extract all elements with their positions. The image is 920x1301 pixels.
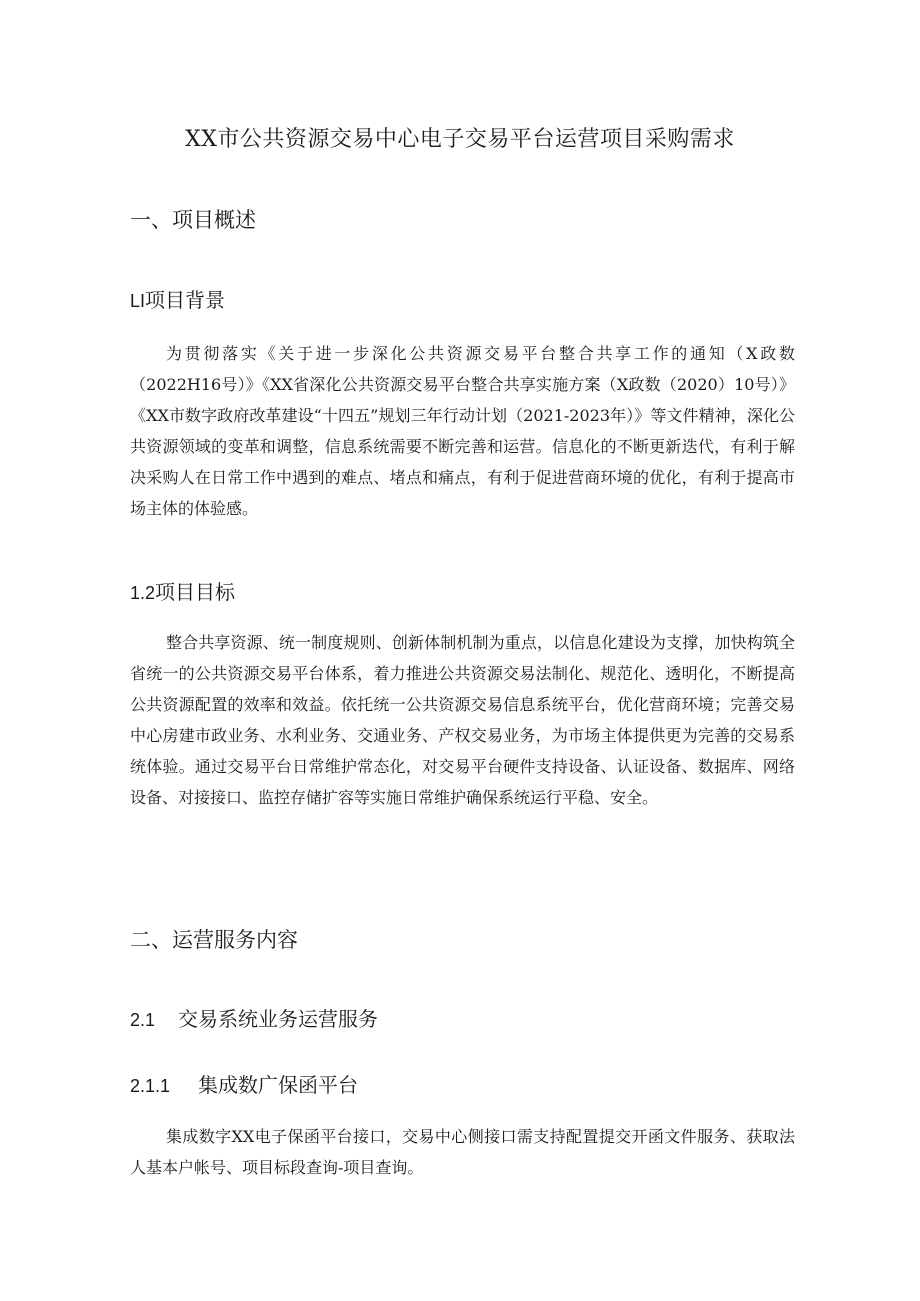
subsection-heading-guarantee-platform [130,1069,358,1098]
section-heading-services: 二、运营服务内容 [130,928,298,952]
subsection-heading-trading-services [130,1003,378,1032]
document-title: XX市公共资源交易中心电子交易平台运营项目采购需求 [185,127,735,152]
subsection-number: 2.1 [130,1010,156,1030]
subsection-title: 项目背景 [145,288,226,312]
subsection-number: LI [130,291,146,311]
subsection-heading-background [130,284,225,313]
section-heading-overview: 一、项目概述 [130,208,256,232]
subsection-heading-goals [130,576,235,605]
subsection-title: 项目目标 [155,580,236,604]
subsection-title: 集成数广保函平台 [198,1073,358,1097]
paragraph-goals: 整合共享资源、统一制度规则、创新体制机制为重点，以信息化建设为支撑，加快构筑全省统一的公共资源交易平台体系，着力推进公共资源交易法制化、规范化、透明化，不断提高公共资源配置的效率和效益。依托统一公共资源交易信息系统平台，优化营商环境；完善交易中心房建市政业务、水利业务、交通业务、产权交易业务，为市场主体提供更为完善的交易系统体验。通过交易平台日常维护常态化，对交易平台硬件支持设备、认证设备、数据库、网络设备、对接接口、监控存储扩容等实施日常维护确保系统运行平稳、安全。 [130,633,795,807]
subsection-number: 1.2 [130,583,156,603]
subsection-number: 2.1.1 [130,1076,171,1096]
subsection-title: 交易系统业务运营服务 [178,1007,378,1031]
paragraph-guarantee-platform: 集成数字XX电子保函平台接口，交易中心侧接口需支持配置提交开函文件服务、获取法人基本户帐号、项目标段查询-项目查询。 [130,1127,795,1177]
paragraph-background: 为贯彻落实《关于进一步深化公共资源交易平台整合共享工作的通知（X政数（2022H16号）》《XX省深化公共资源交易平台整合共享实施方案（X政数（2020）10号）》《XX市数字政府改革建设“十四五”规划三年行动计划（2021-2023年）》等文件精神，深化公共资源领域的变革和调整，信息系统需要不断完善和运营。信息化的不断更新迭代，有利于解决采购人在日常工作中遇到的难点、堵点和痛点，有利于促进营商环境的优化，有利于提高市场主体的体验感。 [130,344,795,518]
